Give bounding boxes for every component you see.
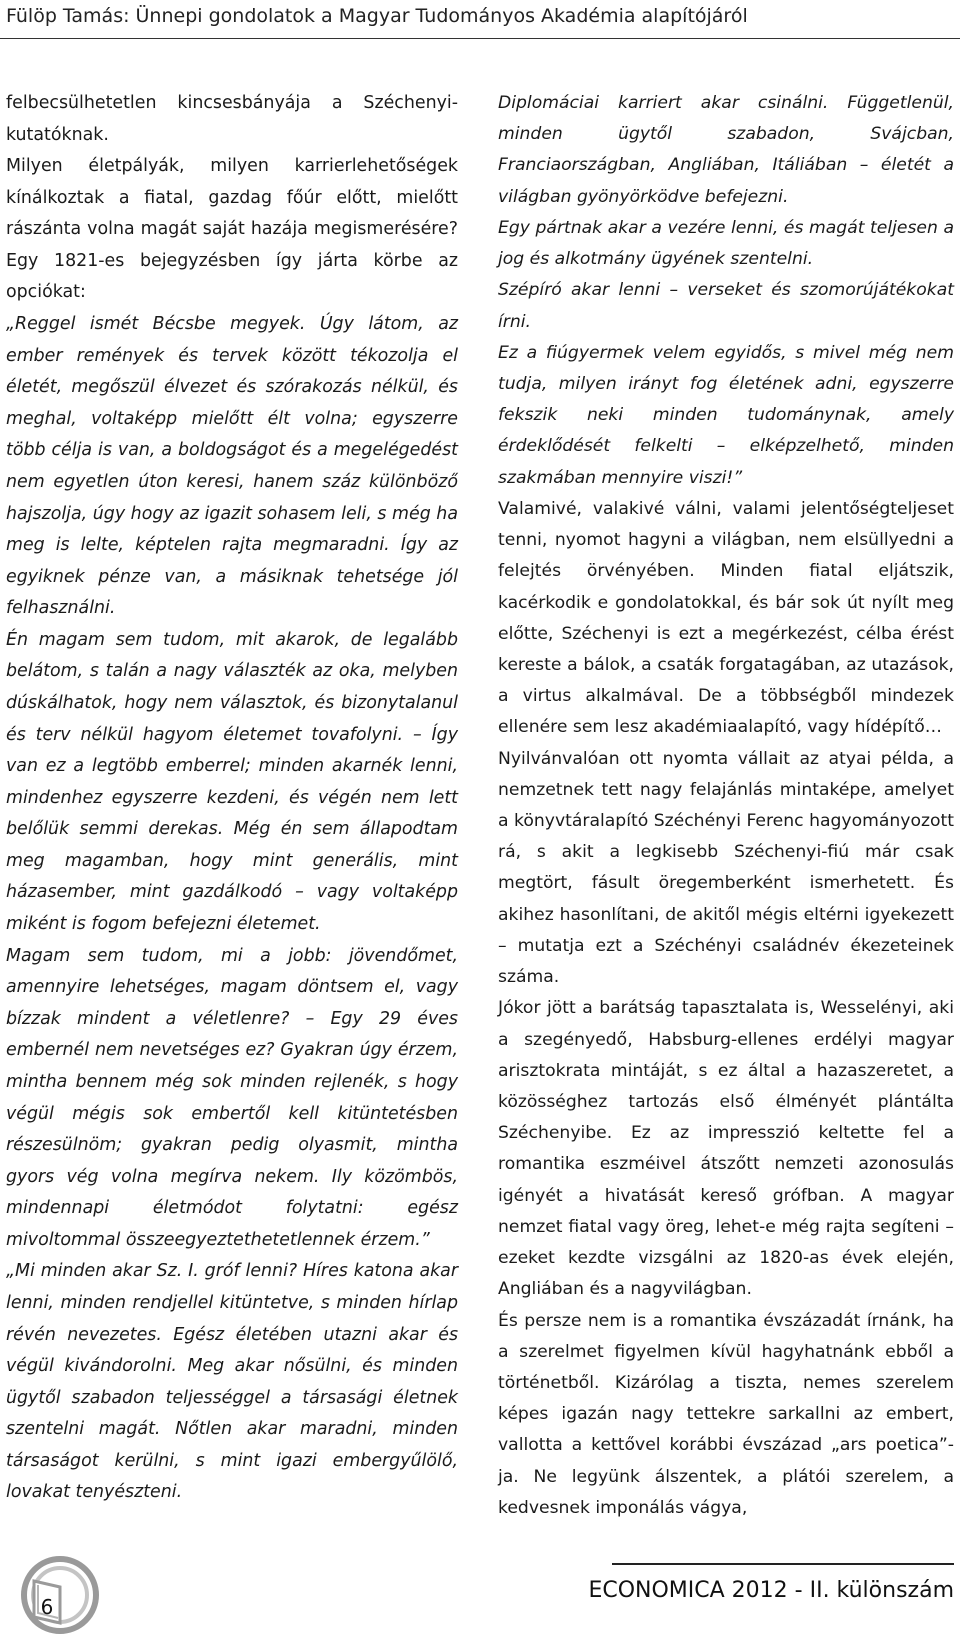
publication-footer: ECONOMICA 2012 - II. különszám — [588, 1578, 954, 1603]
paragraph: Milyen életpályák, milyen karrierlehetőségek kínálkoztak a fiatal, gazdag főúr előtt, mielőtt rászánta volna magát saját hazája megismerésére? Egy 1821-es bejegyzésben így járta körbe az opciókat: — [6, 156, 458, 303]
paragraph: Jókor jött a barátság tapasztalata is, Wesselényi, aki a szegényedő, Habsburg-ellenes erdélyi magyar arisztokrata mintáját, s ez által a hazaszeretet, a közösséghez tartozás első élményét plántálta Széchenyibe. Ez az impresszió keltette fel a romantika eszméivel átszőtt nemzeti azonosulás igényét a hivatását kereső grófban. A magyar nemzet fiatal vagy öreg, lehet-e még rajta segíteni – ezeket kezdte vizsgálni az 1820-as évek elején, Angliában és a nagyvilágban. — [498, 998, 954, 1300]
paragraph: Magam sem tudom, mi a jobb: jövendőmet, amennyire lehetséges, magam döntsem el, vagy bízzak mindent a véletlenre? – Egy 29 éves embernél nem nevetséges ez? Gyakran úgy érzem, mintha bennem még sok minden rejlenék, s hogy végül mégis sok embertől kell kitüntetésben részesülnöm; gyakran pedig olyasmit, mintha gyors vég volna megírva nekem. Ily közömbös, mindennapi életmódot folytatni: egész mivoltommal összeegyeztethetetlennek érzem.” — [6, 945, 458, 1250]
paragraph: És persze nem is a romantika évszázadát írnánk, ha a szerelmet figyelmen kívül hagyhatnánk ebből a történetből. Kizárólag a tiszta, nemes szerelem képes igazán nagy tettekre sarkallni az embert, vallotta a kettővel korábbi évszázad „ars poetica”-ja. Ne legyünk álszentek, a plátói szerelem, a kedvesnek imponálás vágya, — [498, 1310, 954, 1518]
header-divider — [0, 38, 960, 39]
left-text-column — [6, 88, 458, 1509]
paragraph: Nyilvánvalóan ott nyomta vállait az atyai példa, a nemzetnek tett nagy felajánlás mintaképe, amelyet a könyvtáralapító Széchényi Ferenc hagyományozott rá, s akit a legkisebb Széchenyi-fiú már csak megtört, fásult öregemberként ismerhetett. És akihez hasonlítani, de akitől mégis eltérni igyekezett – mutatja ezt a Széchényi családnév ékezeteinek száma. — [498, 748, 954, 988]
running-header: Fülöp Tamás: Ünnepi gondolatok a Magyar Tudományos Akadémia alapítójáról — [6, 5, 748, 27]
paragraph: Ez a fiúgyermek velem egyidős, s mivel még nem tudja, milyen irányt fog életének adni, egyszerre fekszik neki minden tudománynak, amely érdeklődését felkelti – elképzelhető, minden szakmában mennyire viszi!” — [498, 342, 954, 488]
paragraph: felbecsülhetetlen kincsesbányája a Széchenyi-kutatóknak. — [6, 93, 458, 145]
page-number: 6 — [40, 1595, 54, 1619]
paragraph: Egy pártnak akar a vezére lenni, és magát teljesen a jog és alkotmány ügyének szentelni. — [498, 217, 954, 270]
paragraph: Én magam sem tudom, mit akarok, de legalább belátom, s talán a nagy választék az oka, melyben dúskálhatok, hogy nem választok, és bizonytalanul és terv nélkül hagyom életemet tovafolyni. – Így van ez a legtöbb emberrel; minden akarnék lenni, mindenhez egyszerre kezdeni, és végén nem lett belőlük semmi derekas. Még én sem állapodtam meg magamban, hogy mint generális, mint házasember, mint gazdálkodó – vagy voltaképp miként is fogom befejezni életemet. — [6, 629, 458, 935]
right-text-column — [498, 88, 954, 1524]
footer-divider — [612, 1563, 954, 1565]
paragraph: Diplomáciai karriert akar csinálni. Függetlenül, minden ügytől szabadon, Svájcban, Franciaországban, Angliában, Itáliában – életét a világban gyönyörködve befejezni. — [498, 93, 954, 207]
paragraph: Szépíró akar lenni – verseket és szomorújátékokat írni. — [498, 280, 954, 332]
paragraph: Valamivé, valakivé válni, valami jelentőségteljeset tenni, nyomot hagyni a világban, nem elsüllyedni a felejtés örvényében. Minden fiatal eljátszik, kacérkodik e gondolatokkal, és bár sok út nyílt meg előtte, Széchenyi is ezt a megérkezést, célba érést kereste a bálok, a csaták forgatagában, az utazások, a virtus alkalmával. De a többségből mindezek ellenére sem lesz akadémiaalapító, vagy hídépítő… — [498, 498, 954, 738]
paragraph: „Mi minden akar Sz. I. gróf lenni? Híres katona akar lenni, minden rendjellel kitüntetve, s minden hírlap révén nevezetes. Egész életében utazni akar és végül kivándorolni. Meg akar nősülni, és minden ügytől szabadon teljességgel a társasági életnek szentelni magát. Nőtlen akar maradni, minden társaságot kerülni, s mint igazi embergyűlölő, lovakat tenyészteni. — [6, 1261, 458, 1503]
book-emblem-icon — [20, 1555, 100, 1635]
paragraph: „Reggel ismét Bécsbe megyek. Úgy látom, az ember remények és tervek között tékozolja el életét, megőszül élvezet és szórakozás nélkül, és meghal, voltaképp mielőtt élt volna; egyszerre több célja is van, a boldogságot és a megelégedést nem egyetlen úton keresi, hanem száz különböző hajszolja, úgy hogy az igazit sohasem leli, s még ha meg is lelte, képtelen rajta megmaradni. Így az egyiknek pénze van, a másiknak tehetsége jól felhasználni. — [6, 314, 458, 619]
